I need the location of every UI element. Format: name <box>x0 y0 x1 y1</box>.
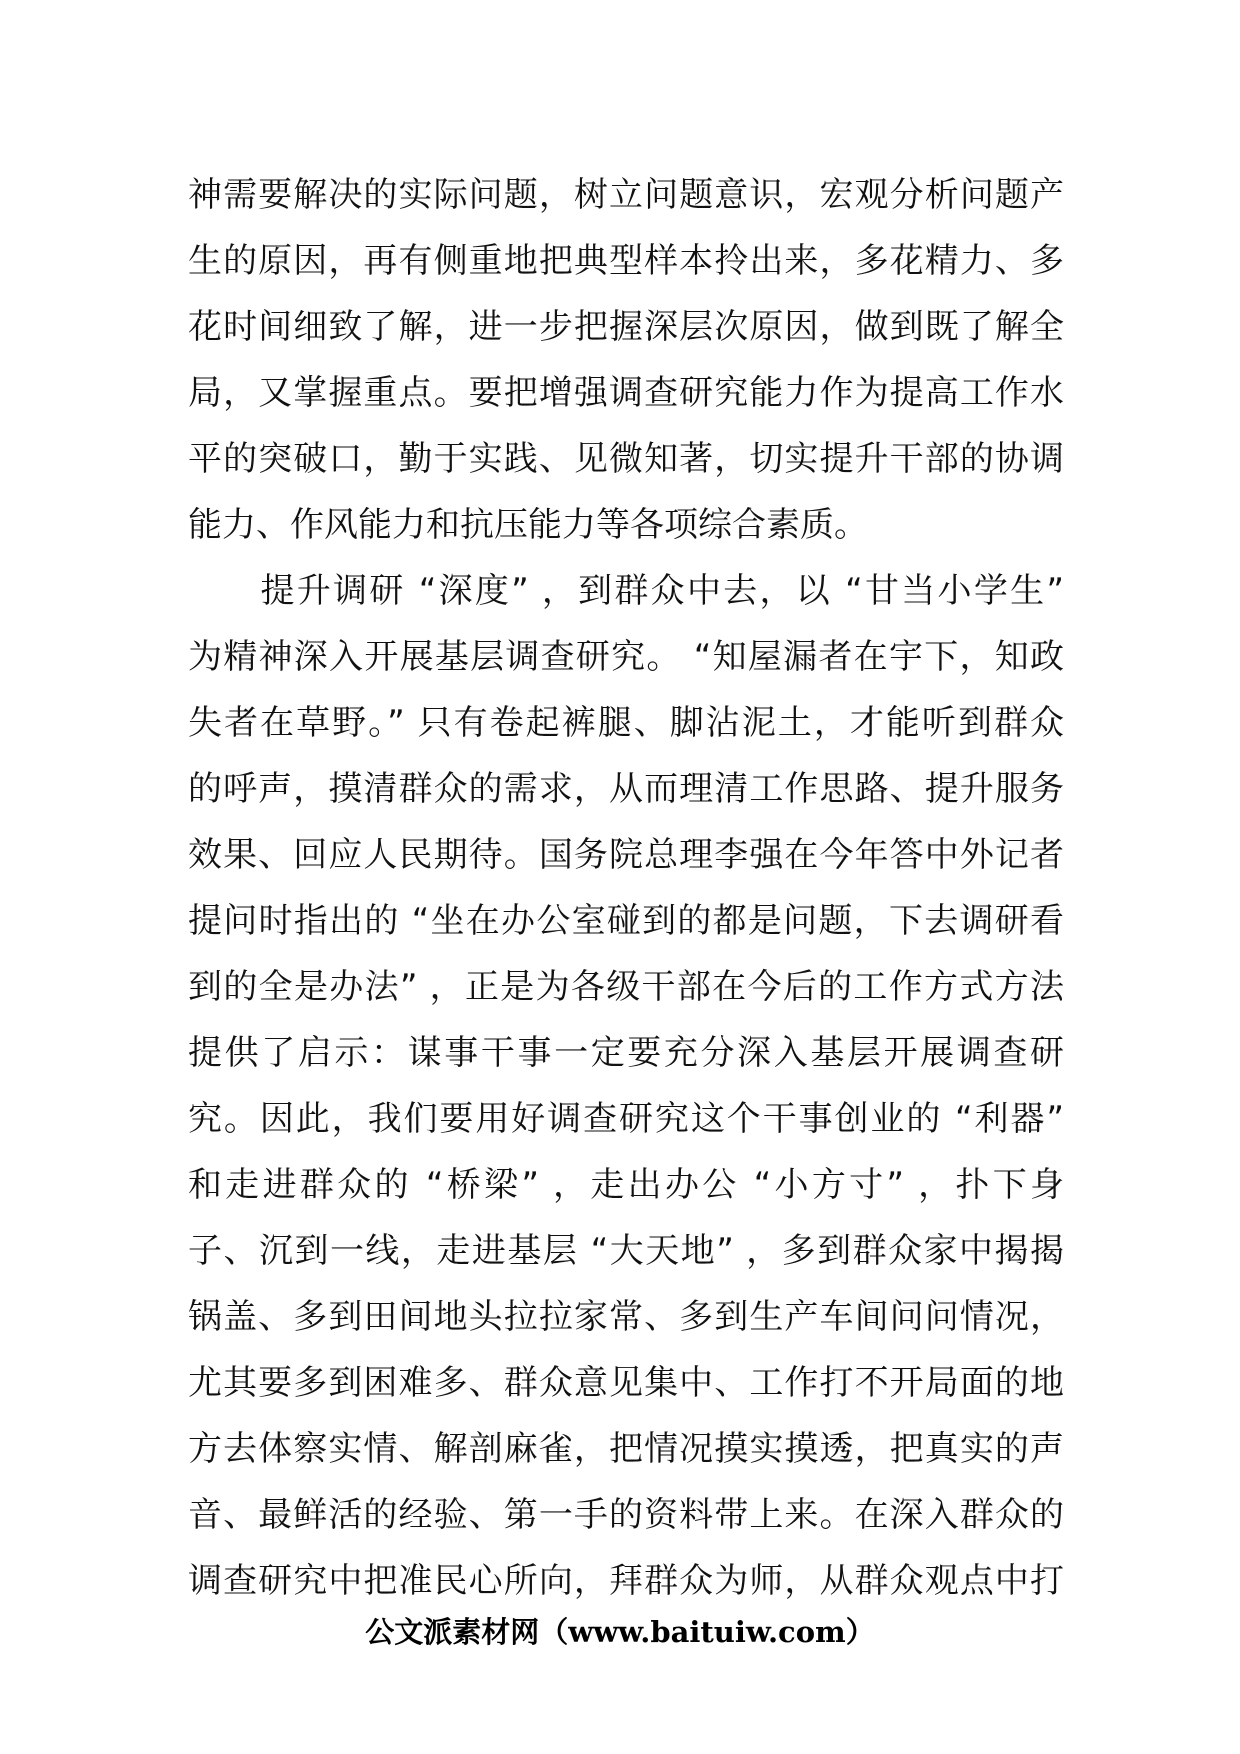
text-line: 为精神深入开展基层调查研究。 “知屋漏者在宇下，知政 <box>188 637 1064 677</box>
text-line: 平的突破口，勤于实践、见微知著，切实提升干部的协调 <box>188 439 1064 479</box>
text-line: 花时间细致了解，进一步把握深层次原因，做到既了解全 <box>188 307 1064 347</box>
text-line: 提供了启示：谋事干事一定要充分深入基层开展调查研 <box>188 1033 1064 1073</box>
text-line: 方去体察实情、解剖麻雀，把情况摸实摸透，把真实的声 <box>188 1429 1064 1469</box>
paragraph-continued <box>188 162 1064 558</box>
text-line: 能力、作风能力和抗压能力等各项综合素质。 <box>188 505 868 545</box>
text-line: 子、沉到一线，走进基层 “大天地” ，多到群众家中揭揭 <box>188 1231 1064 1271</box>
text-line: 调查研究中把准民心所向，拜群众为师，从群众观点中打 <box>188 1561 1064 1601</box>
footer-watermark: 公文派素材网（www.baituiw.com） <box>365 1615 875 1649</box>
text-line: 局，又掌握重点。要把增强调查研究能力作为提高工作水 <box>188 373 1064 413</box>
text-line: 提问时指出的 “坐在办公室碰到的都是问题，下去调研看 <box>188 901 1064 941</box>
text-line: 音、最鲜活的经验、第一手的资料带上来。在深入群众的 <box>188 1495 1064 1535</box>
paragraph-depth <box>188 558 1064 1614</box>
text-line: 和走进群众的 “桥梁” ，走出办公 “小方寸” ，扑下身 <box>188 1165 1064 1205</box>
text-line: 神需要解决的实际问题，树立问题意识，宏观分析问题产 <box>188 175 1064 215</box>
text-line: 效果、回应人民期待。国务院总理李强在今年答中外记者 <box>188 835 1064 875</box>
text-line: 生的原因，再有侧重地把典型样本拎出来，多花精力、多 <box>188 241 1064 281</box>
text-line: 的呼声，摸清群众的需求，从而理清工作思路、提升服务 <box>188 769 1064 809</box>
text-line: 尤其要多到困难多、群众意见集中、工作打不开局面的地 <box>188 1363 1064 1403</box>
text-line: 究。因此，我们要用好调查研究这个干事创业的 “利器” <box>188 1099 1064 1139</box>
text-line: 失者在草野。” 只有卷起裤腿、脚沾泥土，才能听到群众 <box>188 703 1064 743</box>
text-line: 提升调研 “深度” ，到群众中去，以 “甘当小学生” <box>188 571 1064 611</box>
text-line: 到的全是办法” ，正是为各级干部在今后的工作方式方法 <box>188 967 1064 1007</box>
text-line: 锅盖、多到田间地头拉拉家常、多到生产车间问问情况， <box>188 1297 1064 1337</box>
